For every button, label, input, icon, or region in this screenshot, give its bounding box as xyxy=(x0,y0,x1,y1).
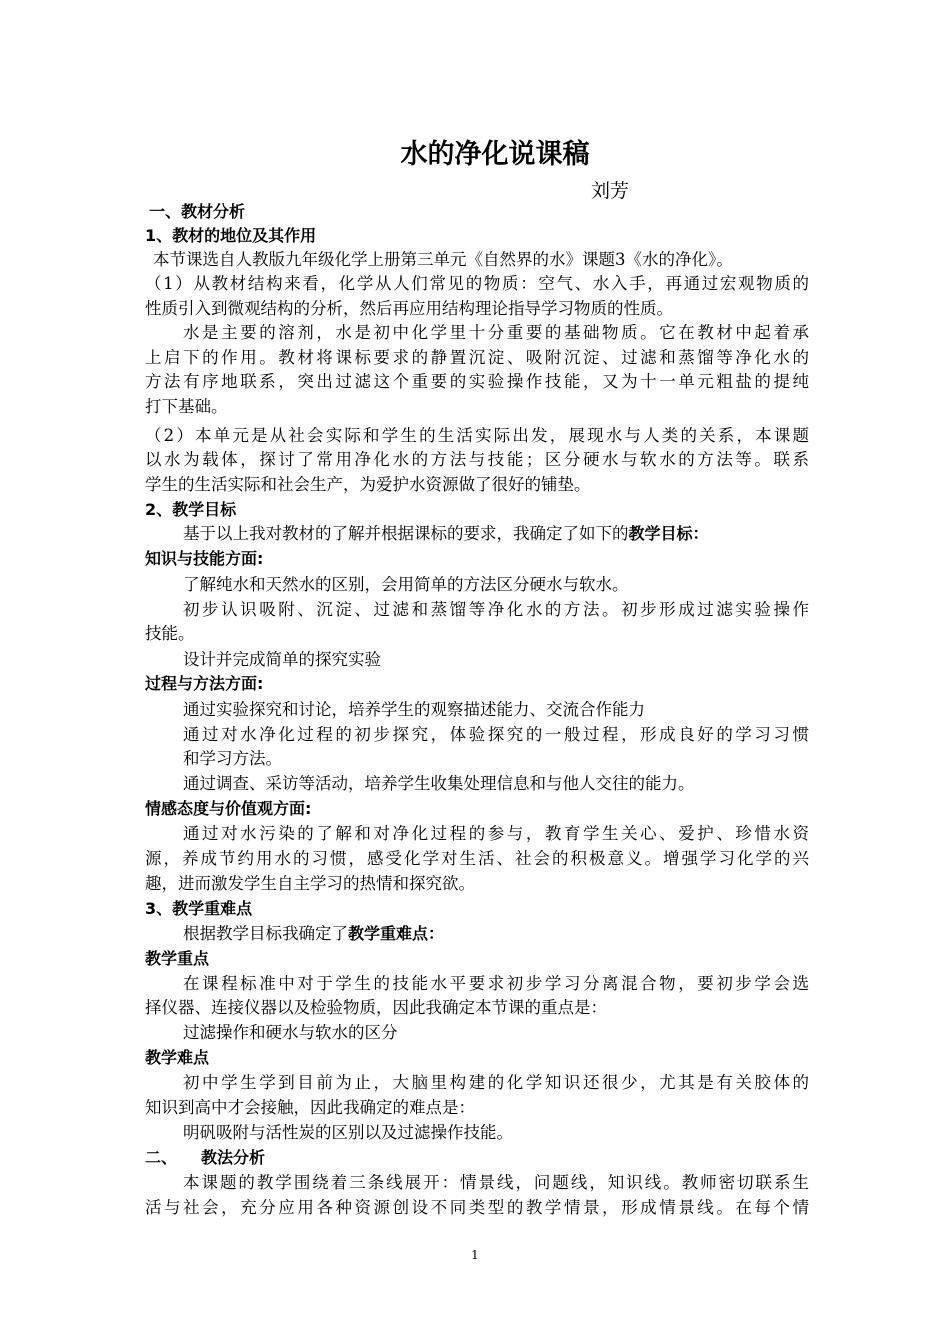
paragraph-line: 过滤操作和硬水与软水的区分 xyxy=(183,1023,398,1042)
paragraph-line xyxy=(183,522,809,546)
paragraph-line: 明矾吸附与活性炭的区别以及过滤操作技能。 xyxy=(183,1123,513,1142)
document-title: 水的净化说课稿 xyxy=(400,139,590,170)
subsection-heading: 教学难点 xyxy=(145,1048,210,1067)
paragraph-line: （1）从教材结构来看，化学从人们常见的物质：空气、水入手，再通过宏观物质的 xyxy=(145,274,809,293)
paragraph-line xyxy=(183,922,809,946)
paragraph-text: 基于以上我对教材的了解并根据课标的要求，我确定了如下的 xyxy=(183,524,629,543)
paragraph-line: 趣，进而激发学生自主学习的热情和探究欲。 xyxy=(145,874,475,893)
subsection-heading: 1、教材的地位及其作用 xyxy=(145,226,317,245)
section-heading: 二、 教法分析 xyxy=(145,1148,266,1167)
paragraph-line: 以水为载体，探讨了常用净化水的方法与技能；区分硬水与软水的方法等。联系 xyxy=(145,450,809,469)
paragraph-line: 通过对水净化过程的初步探究，体验探究的一般过程，形成良好的学习习惯 xyxy=(183,725,809,744)
paragraph-line: 通过调查、采访等活动，培养学生收集处理信息和与他人交往的能力。 xyxy=(183,774,695,793)
subsection-heading: 3、教学重难点 xyxy=(145,899,253,918)
paragraph-line: 本节课选自人教版九年级化学上册第三单元《自然界的水》课题3《水的净化》。 xyxy=(153,250,733,269)
emphasis-text: 教学目标： xyxy=(628,524,709,543)
paragraph-line: 技能。 xyxy=(145,624,195,643)
paragraph-line: 知识到高中才会接触，因此我确定的难点是： xyxy=(145,1098,475,1117)
emphasis-text: 教学重难点： xyxy=(348,924,445,943)
document-author: 刘芳 xyxy=(591,180,630,202)
subsection-heading: 2、教学目标 xyxy=(145,500,237,519)
paragraph-line: 水是主要的溶剂，水是初中化学里十分重要的基础物质。它在教材中起着承 xyxy=(183,323,809,342)
paragraph-text: 根据教学目标我确定了 xyxy=(183,924,348,943)
paragraph-line: 通过对水污染的了解和对净化过程的参与，教育学生关心、爱护、珍惜水资 xyxy=(183,824,809,843)
subsection-heading: 知识与技能方面: xyxy=(145,549,264,568)
paragraph-line: 和学习方法。 xyxy=(183,749,282,768)
paragraph-line: （2）本单元是从社会实际和学生的生活实际出发，展现水与人类的关系，本课题 xyxy=(145,426,809,445)
paragraph-line: 学生的生活实际和社会生产，为爱护水资源做了很好的铺垫。 xyxy=(145,475,591,494)
paragraph-line: 通过实验探究和讨论，培养学生的观察描述能力、交流合作能力 xyxy=(183,700,645,719)
subsection-heading: 情感态度与价值观方面: xyxy=(145,799,312,818)
section-heading: 一、教材分析 xyxy=(149,202,246,221)
paragraph-line: 源，养成节约用水的习惯，感受化学对生活、社会的积极意义。增强学习化学的兴 xyxy=(145,849,809,868)
paragraph-line: 在课程标准中对于学生的技能水平要求初步学习分离混合物，要初步学会选 xyxy=(183,974,809,993)
paragraph-line: 初步认识吸附、沉淀、过滤和蒸馏等净化水的方法。初步形成过滤实验操作 xyxy=(183,600,809,619)
paragraph-line: 上启下的作用。教材将课标要求的静置沉淀、吸附沉淀、过滤和蒸馏等净化水的 xyxy=(145,348,809,367)
paragraph-line: 打下基础。 xyxy=(145,397,228,416)
paragraph-line: 活与社会，充分应用各种资源创设不同类型的教学情景，形成情景线。在每个情 xyxy=(145,1198,809,1217)
page-number: 1 xyxy=(471,1248,479,1262)
paragraph-line: 性质引入到微观结构的分析，然后再应用结构理论指导学习物质的性质。 xyxy=(145,299,673,318)
subsection-heading: 教学重点 xyxy=(145,949,210,968)
paragraph-line: 设计并完成简单的探究实验 xyxy=(183,650,381,669)
paragraph-line: 了解纯水和天然水的区别，会用简单的方法区分硬水与软水。 xyxy=(183,575,629,594)
subsection-heading: 过程与方法方面: xyxy=(145,674,264,693)
paragraph-line: 择仪器、连接仪器以及检验物质，因此我确定本节课的重点是： xyxy=(145,998,607,1017)
paragraph-line: 初中学生学到目前为止，大脑里构建的化学知识还很少，尤其是有关胶体的 xyxy=(183,1073,809,1092)
paragraph-line: 本课题的教学围绕着三条线展开：情景线，问题线，知识线。教师密切联系生 xyxy=(183,1173,809,1192)
paragraph-line: 方法有序地联系，突出过滤这个重要的实验操作技能，又为十一单元粗盐的提纯 xyxy=(145,372,809,391)
